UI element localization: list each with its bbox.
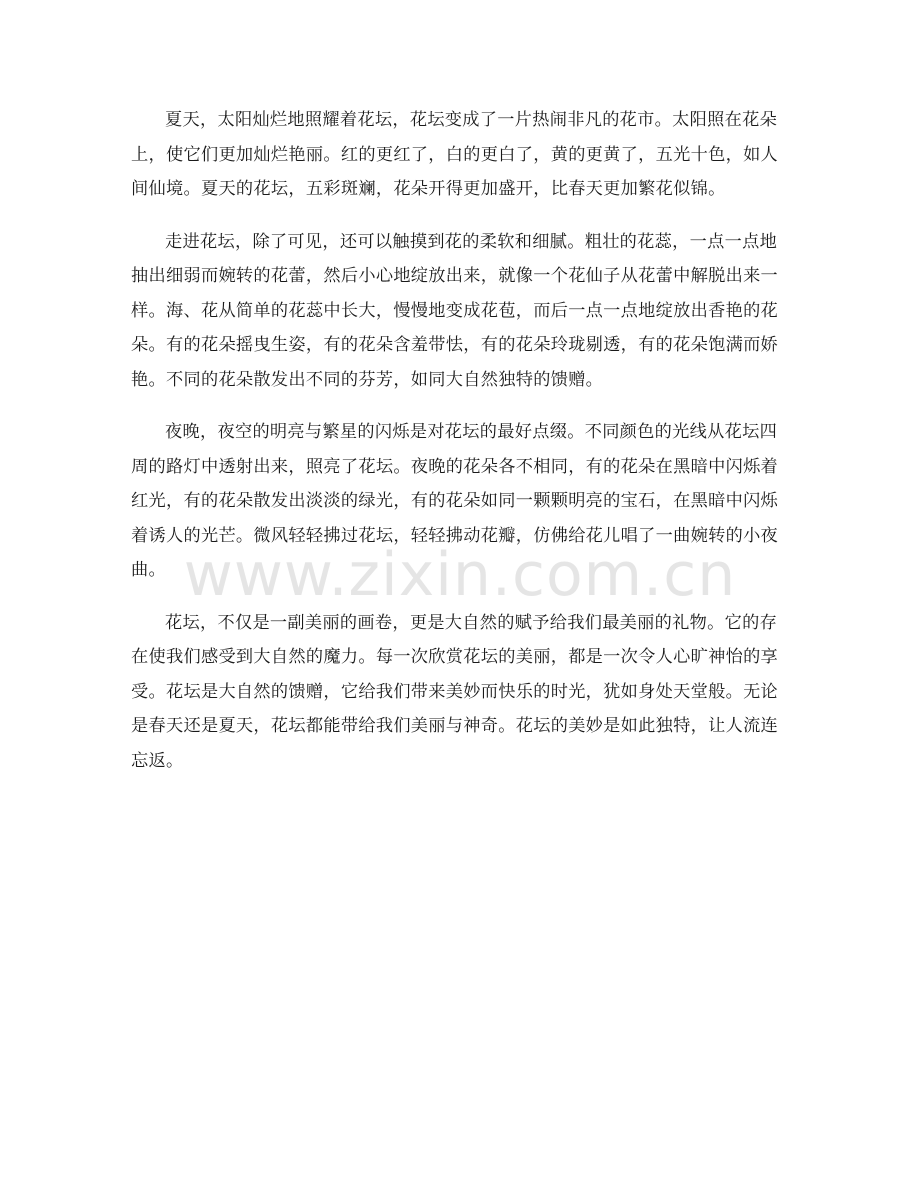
paragraph-summer: 夏天，太阳灿烂地照耀着花坛，花坛变成了一片热闹非凡的花市。太阳照在花朵上，使它们更加灿烂艳丽。红的更红了，白的更白了，黄的更黄了，五光十色，如人间仙境。夏天的花坛，五彩斑斓，花朵开得更加盛开，比春天更加繁花似锦。	[131, 110, 779, 199]
document-body	[131, 103, 786, 796]
paragraph-conclusion: 花坛，不仅是一副美丽的画卷，更是大自然的赋予给我们最美丽的礼物。它的存在使我们感受到大自然的魔力。每一次欣赏花坛的美丽，都是一次令人心旷神怡的享受。花坛是大自然的馈赠，它给我们带来美妙而快乐的时光，犹如身处天堂般。无论是春天还是夏天，花坛都能带给我们美丽与神奇。花坛的美妙是如此独特，让人流连忘返。	[131, 612, 779, 771]
paragraph-night: 夜晚，夜空的明亮与繁星的闪烁是对花坛的最好点缀。不同颜色的光线从花坛四周的路灯中透射出来，照亮了花坛。夜晚的花朵各不相同，有的花朵在黑暗中闪烁着红光，有的花朵散发出淡淡的绿光，有的花朵如同一颗颗明亮的宝石，在黑暗中闪烁着诱人的光芒。微风轻轻拂过花坛，轻轻拂动花瓣，仿佛给花儿唱了一曲婉转的小夜曲。	[131, 422, 779, 580]
paragraph-flowers: 走进花坛，除了可见，还可以触摸到花的柔软和细腻。粗壮的花蕊，一点一点地抽出细弱而婉转的花蕾，然后小心地绽放出来，就像一个花仙子从花蕾中解脱出来一样。海、花从简单的花蕊中长大，慢慢地变成花苞，而后一点一点地绽放出香艳的花朵。有的花朵摇曳生姿，有的花朵含羞带怯，有的花朵玲珑剔透，有的花朵饱满而娇艳。不同的花朵散发出不同的芬芳，如同大自然独特的馈赠。	[131, 231, 779, 390]
watermark: www.zixin.com.cn	[183, 540, 737, 610]
